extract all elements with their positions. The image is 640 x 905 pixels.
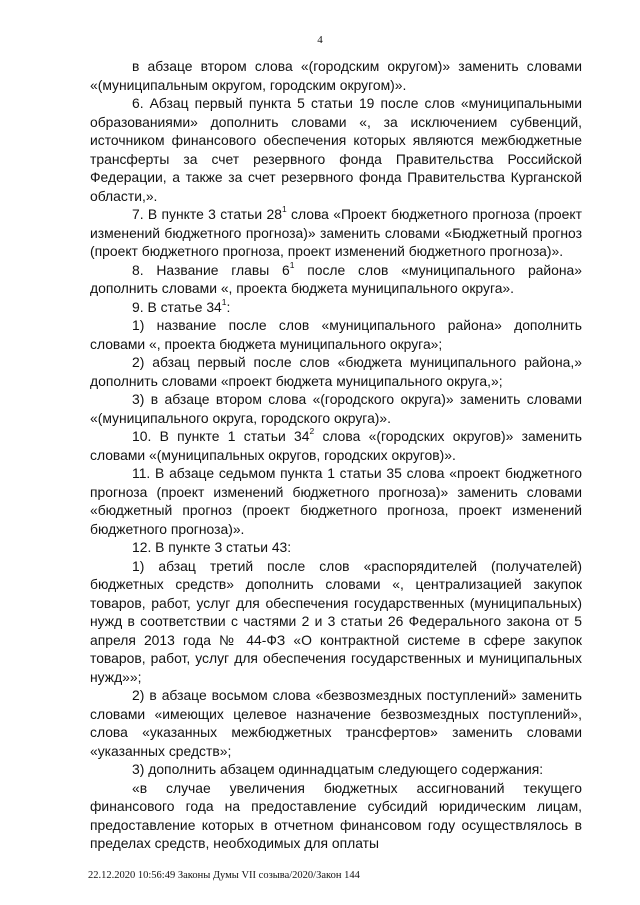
paragraph (90, 390, 582, 427)
paragraph-text: 3) дополнить абзацем одиннадцатым следующего содержания: (132, 761, 544, 777)
paragraph (90, 94, 582, 205)
paragraph-text: 1) название после слов «муниципального района» дополнить словами «, проекта бюджета муниципального округа»; (90, 317, 582, 352)
paragraph (90, 261, 582, 298)
paragraph-text: 2) абзац первый после слов «бюджета муниципального района,» дополнить словами «проект бюджета муниципального округа,»; (90, 354, 582, 389)
superscript: 1 (281, 204, 287, 215)
paragraph (90, 760, 582, 779)
paragraph-text: слова «Проект бюджетного прогноза (проект изменений бюджетного прогноза)» заменить словами «Бюджетный прогноз (проект бюджетного прогноза, проект изменений бюджетного прогноза)». (90, 206, 582, 259)
paragraph-text: 12. В пункте 3 статьи 43: (132, 539, 292, 555)
superscript: 1 (221, 296, 227, 307)
document-body (90, 57, 582, 853)
paragraph-text: 7. В пункте 3 статьи 28 (132, 206, 282, 222)
paragraph-text: 8. Название главы 6 (132, 261, 290, 278)
paragraph-text: в абзаце втором слова «(городским округом)» заменить словами «(муниципальным округом, городским округом)». (90, 58, 582, 93)
paragraph (90, 464, 582, 538)
paragraph-text: 2) в абзаце восьмом слова «безвозмездных поступлений» заменить словами «имеющих целевое назначение безвозмездных поступлений», слова «указанных межбюджетных трансфертов» заменить словами «указанных средств»; (90, 687, 582, 759)
paragraph-text: после слов «муниципального района» дополнить словами «, проекта бюджета муниципального округа». (90, 261, 582, 296)
superscript: 1 (289, 259, 295, 270)
paragraph (90, 557, 582, 687)
paragraph-text: 3) в абзаце втором слова «(городского округа)» заменить словами «(муниципального округа, городского округа)». (90, 391, 582, 426)
paragraph (90, 298, 582, 317)
paragraph (90, 427, 582, 464)
paragraph (90, 205, 582, 261)
paragraph-text: 10. В пункте 1 статьи 34 (132, 428, 310, 444)
paragraph-text: 11. В абзаце седьмом пункта 1 статьи 35 слова «проект бюджетного прогноза (проект изменений бюджетного прогноза)» заменить словами «бюджетный прогноз (проект бюджетного прогноза, проект изменений бюджетного прогноза)». (90, 465, 582, 537)
paragraph-text: 1) абзац третий после слов «распорядителей (получателей) бюджетных средств» дополнить словами «, централизацией закупок товаров, работ, услуг для обеспечения государственных (муниципальных) нужд в соответствии с частями 2 и 3 статьи 26 Федерального закона от 5 апреля 2013 года № 44-ФЗ «О контрактной системе в сфере закупок товаров, работ, услуг для обеспечения государственных и муниципальных нужд»»; (90, 557, 582, 685)
paragraph (90, 353, 582, 390)
paragraph-text: 9. В статье 34 (132, 298, 222, 315)
paragraph-text: : (226, 298, 231, 315)
paragraph (90, 686, 582, 760)
paragraph (90, 538, 582, 557)
paragraph (90, 57, 582, 94)
paragraph (90, 779, 582, 853)
paragraph (90, 316, 582, 353)
document-footer: 22.12.2020 10:56:49 Законы Думы VII созыва/2020/Закон 144 (88, 870, 360, 881)
paragraph-text: 6. Абзац первый пункта 5 статьи 19 после слов «муниципальными образованиями» дополнить словами «, за исключением субвенций, источником финансового обеспечения которых являются межбюджетные трансферты за счет резервного фонда Правительства Российской Федерации, а также за счет резервного фонда Правительства Курганской области,». (90, 95, 582, 204)
superscript: 2 (309, 426, 315, 437)
paragraph-text: слова «(городских округов)» заменить словами «(муниципальных округов, городских округов)». (90, 428, 582, 463)
paragraph-text: «в случае увеличения бюджетных ассигнований текущего финансового года на предоставление субсидий юридическим лицам, предоставление которых в отчетном финансовом году осуществлялось в пределах средств, необходимых для оплаты (90, 779, 582, 851)
page-number: 4 (317, 34, 323, 46)
